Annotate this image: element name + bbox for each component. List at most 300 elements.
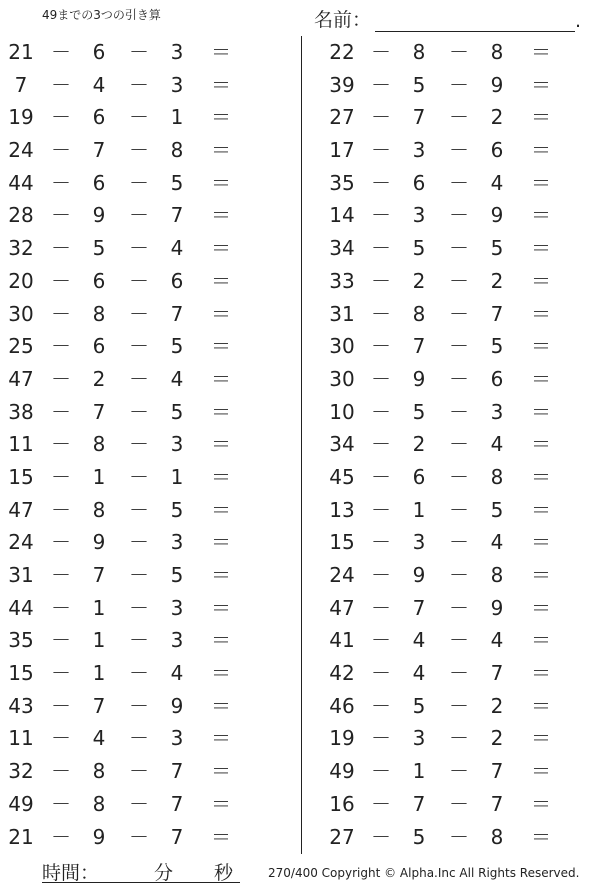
minus-sign: －	[129, 366, 149, 391]
minus-sign: －	[371, 40, 391, 64]
third-number: 8	[170, 138, 184, 163]
minus-sign: －	[51, 726, 71, 751]
equals-sign: ＝	[211, 138, 231, 163]
minus-sign: －	[371, 301, 391, 326]
problem-row	[0, 788, 280, 821]
minus-sign: －	[129, 824, 149, 849]
third-number: 8	[490, 40, 504, 64]
equals-sign: ＝	[531, 563, 551, 587]
equals-sign: ＝	[531, 595, 551, 620]
second-number: 6	[92, 40, 106, 64]
problem-row	[320, 494, 600, 527]
second-number: 7	[92, 138, 106, 163]
second-number: 6	[92, 334, 106, 359]
first-number: 11	[8, 432, 34, 457]
first-number: 35	[8, 628, 34, 653]
equals-sign: ＝	[211, 693, 231, 718]
first-number: 30	[329, 366, 355, 391]
minus-sign: －	[129, 661, 149, 686]
first-number: 32	[8, 759, 34, 784]
minus-sign: －	[449, 464, 469, 489]
third-number: 6	[170, 268, 184, 293]
time-label: 時間：	[42, 862, 100, 884]
minus-sign: －	[449, 40, 469, 64]
problem-row	[0, 526, 280, 559]
copyright-notice: 270/400 Copyright © Alpha.Inc All Rights Reserved.	[268, 866, 580, 880]
second-number: 7	[412, 595, 426, 620]
second-number: 1	[92, 464, 106, 489]
second-number: 6	[92, 105, 106, 130]
second-number: 3	[412, 138, 426, 163]
equals-sign: ＝	[211, 791, 231, 816]
problem-row	[320, 167, 600, 200]
equals-sign: ＝	[211, 170, 231, 195]
problem-row	[0, 755, 280, 788]
first-number: 21	[8, 40, 34, 64]
equals-sign: ＝	[211, 72, 231, 97]
first-number: 13	[329, 497, 355, 522]
first-number: 28	[8, 203, 34, 228]
minus-sign: －	[449, 170, 469, 195]
third-number: 3	[170, 530, 184, 555]
name-write-line[interactable]	[375, 11, 575, 32]
first-number: 14	[329, 203, 355, 228]
minus-sign: －	[129, 791, 149, 816]
minus-sign: －	[371, 824, 391, 849]
second-number: 7	[412, 791, 426, 816]
second-number: 2	[412, 432, 426, 457]
third-number: 5	[170, 170, 184, 195]
first-number: 47	[8, 366, 34, 391]
second-number: 8	[412, 301, 426, 326]
third-number: 5	[490, 236, 504, 261]
first-number: 15	[8, 661, 34, 686]
second-number: 4	[412, 661, 426, 686]
first-number: 43	[8, 693, 34, 718]
minus-sign: －	[51, 661, 71, 686]
second-number: 9	[92, 203, 106, 228]
second-number: 8	[92, 497, 106, 522]
first-number: 15	[329, 530, 355, 555]
problem-row	[0, 199, 280, 232]
first-number: 19	[329, 726, 355, 751]
first-number: 30	[329, 334, 355, 359]
minus-sign: －	[129, 693, 149, 718]
equals-sign: ＝	[211, 236, 231, 261]
minus-sign: －	[371, 236, 391, 261]
equals-sign: ＝	[211, 824, 231, 849]
problem-row	[320, 69, 600, 102]
third-number: 4	[490, 530, 504, 555]
second-number: 3	[412, 726, 426, 751]
problem-row	[0, 232, 280, 265]
minus-sign: －	[449, 530, 469, 555]
minus-sign: －	[51, 72, 71, 97]
third-number: 7	[170, 759, 184, 784]
minus-sign: －	[371, 726, 391, 751]
first-number: 27	[329, 105, 355, 130]
third-number: 7	[170, 824, 184, 849]
second-number: 9	[412, 563, 426, 587]
third-number: 7	[490, 791, 504, 816]
equals-sign: ＝	[531, 432, 551, 457]
problem-row	[320, 526, 600, 559]
first-number: 17	[329, 138, 355, 163]
equals-sign: ＝	[531, 334, 551, 359]
equals-sign: ＝	[211, 661, 231, 686]
third-number: 9	[170, 693, 184, 718]
equals-sign: ＝	[531, 693, 551, 718]
equals-sign: ＝	[211, 432, 231, 457]
first-number: 31	[329, 301, 355, 326]
minus-sign: －	[449, 203, 469, 228]
equals-sign: ＝	[531, 791, 551, 816]
minus-sign: －	[449, 105, 469, 130]
second-number: 6	[412, 464, 426, 489]
equals-sign: ＝	[211, 563, 231, 587]
third-number: 3	[170, 726, 184, 751]
name-label: 名前：	[314, 9, 372, 31]
equals-sign: ＝	[531, 726, 551, 751]
minus-sign: －	[449, 138, 469, 163]
equals-sign: ＝	[211, 464, 231, 489]
second-number: 5	[92, 236, 106, 261]
minus-sign: －	[371, 432, 391, 457]
equals-sign: ＝	[531, 72, 551, 97]
minus-sign: －	[129, 170, 149, 195]
problem-row	[320, 788, 600, 821]
minus-sign: －	[51, 693, 71, 718]
minus-sign: －	[371, 595, 391, 620]
equals-sign: ＝	[211, 40, 231, 64]
minus-sign: －	[449, 759, 469, 784]
right-problem-column	[320, 36, 600, 853]
third-number: 7	[170, 791, 184, 816]
problem-row	[320, 265, 600, 298]
equals-sign: ＝	[211, 399, 231, 424]
minus-sign: －	[371, 105, 391, 130]
problem-row	[0, 722, 280, 755]
second-number: 1	[92, 595, 106, 620]
equals-sign: ＝	[211, 628, 231, 653]
third-number: 4	[170, 236, 184, 261]
problem-row	[320, 624, 600, 657]
third-number: 4	[170, 366, 184, 391]
equals-sign: ＝	[531, 759, 551, 784]
third-number: 6	[490, 138, 504, 163]
time-record	[42, 858, 240, 883]
equals-sign: ＝	[211, 530, 231, 555]
second-number: 7	[92, 693, 106, 718]
minus-sign: －	[51, 268, 71, 293]
third-number: 2	[490, 268, 504, 293]
second-number: 7	[412, 105, 426, 130]
first-number: 34	[329, 432, 355, 457]
worksheet-title: 49までの3つの引き算	[42, 8, 161, 22]
minus-sign: －	[371, 563, 391, 587]
first-number: 39	[329, 72, 355, 97]
problem-row	[320, 428, 600, 461]
equals-sign: ＝	[211, 759, 231, 784]
second-number: 1	[92, 661, 106, 686]
problem-row	[320, 232, 600, 265]
minus-sign: －	[449, 268, 469, 293]
minus-sign: －	[371, 530, 391, 555]
equals-sign: ＝	[531, 236, 551, 261]
first-number: 30	[8, 301, 34, 326]
third-number: 4	[490, 628, 504, 653]
second-number: 1	[412, 497, 426, 522]
equals-sign: ＝	[531, 366, 551, 391]
minus-sign: －	[129, 236, 149, 261]
minus-sign: －	[129, 759, 149, 784]
second-number: 3	[412, 203, 426, 228]
equals-sign: ＝	[531, 628, 551, 653]
third-number: 5	[170, 334, 184, 359]
third-number: 2	[490, 105, 504, 130]
left-problem-column	[0, 36, 280, 853]
minus-sign: －	[51, 236, 71, 261]
minus-sign: －	[129, 268, 149, 293]
problem-row	[320, 36, 600, 69]
equals-sign: ＝	[531, 497, 551, 522]
second-number: 7	[412, 334, 426, 359]
first-number: 10	[329, 399, 355, 424]
problem-row	[0, 559, 280, 592]
second-number: 9	[92, 824, 106, 849]
third-number: 2	[490, 693, 504, 718]
problem-row	[0, 657, 280, 690]
minus-sign: －	[371, 203, 391, 228]
minus-sign: －	[129, 72, 149, 97]
minus-sign: －	[51, 824, 71, 849]
minus-sign: －	[449, 824, 469, 849]
minus-sign: －	[51, 432, 71, 457]
minus-sign: －	[449, 399, 469, 424]
seconds-label: 秒	[214, 862, 234, 884]
column-divider	[301, 36, 302, 854]
problem-row	[320, 821, 600, 854]
minus-sign: －	[371, 366, 391, 391]
minus-sign: －	[51, 791, 71, 816]
minus-sign: －	[129, 138, 149, 163]
third-number: 7	[490, 661, 504, 686]
minus-sign: －	[449, 432, 469, 457]
third-number: 3	[170, 432, 184, 457]
first-number: 19	[8, 105, 34, 130]
equals-sign: ＝	[531, 661, 551, 686]
problem-row	[0, 69, 280, 102]
minus-sign: －	[51, 366, 71, 391]
third-number: 5	[170, 563, 184, 587]
minus-sign: －	[129, 203, 149, 228]
minus-sign: －	[449, 595, 469, 620]
minus-sign: －	[51, 530, 71, 555]
equals-sign: ＝	[211, 726, 231, 751]
second-number: 5	[412, 399, 426, 424]
first-number: 44	[8, 170, 34, 195]
third-number: 7	[490, 759, 504, 784]
second-number: 5	[412, 693, 426, 718]
equals-sign: ＝	[531, 40, 551, 64]
third-number: 3	[170, 628, 184, 653]
minus-sign: －	[449, 628, 469, 653]
equals-sign: ＝	[211, 366, 231, 391]
first-number: 25	[8, 334, 34, 359]
problem-row	[0, 298, 280, 331]
problem-row	[0, 363, 280, 396]
second-number: 7	[92, 563, 106, 587]
minus-sign: －	[449, 791, 469, 816]
equals-sign: ＝	[211, 595, 231, 620]
minus-sign: －	[51, 563, 71, 587]
first-number: 44	[8, 595, 34, 620]
minus-sign: －	[371, 170, 391, 195]
third-number: 4	[490, 432, 504, 457]
problem-row	[0, 167, 280, 200]
third-number: 8	[490, 464, 504, 489]
second-number: 8	[92, 301, 106, 326]
minus-sign: －	[371, 334, 391, 359]
second-number: 3	[412, 530, 426, 555]
minus-sign: －	[51, 40, 71, 64]
equals-sign: ＝	[531, 138, 551, 163]
third-number: 9	[490, 203, 504, 228]
second-number: 5	[412, 236, 426, 261]
minus-sign: －	[449, 497, 469, 522]
third-number: 8	[490, 563, 504, 587]
problem-row	[0, 265, 280, 298]
minus-sign: －	[449, 726, 469, 751]
problem-row	[320, 559, 600, 592]
equals-sign: ＝	[531, 203, 551, 228]
equals-sign: ＝	[531, 268, 551, 293]
second-number: 1	[92, 628, 106, 653]
third-number: 1	[170, 464, 184, 489]
problem-row	[0, 134, 280, 167]
minus-sign: －	[51, 497, 71, 522]
equals-sign: ＝	[211, 203, 231, 228]
first-number: 22	[329, 40, 355, 64]
problem-row	[320, 690, 600, 723]
equals-sign: ＝	[531, 824, 551, 849]
minus-sign: －	[51, 203, 71, 228]
minus-sign: －	[371, 138, 391, 163]
minus-sign: －	[129, 628, 149, 653]
first-number: 24	[8, 138, 34, 163]
minus-sign: －	[371, 693, 391, 718]
minus-sign: －	[51, 759, 71, 784]
first-number: 42	[329, 661, 355, 686]
second-number: 2	[92, 366, 106, 391]
third-number: 7	[170, 203, 184, 228]
problem-row	[0, 396, 280, 429]
minus-sign: －	[129, 726, 149, 751]
third-number: 4	[490, 170, 504, 195]
first-number: 24	[329, 563, 355, 587]
first-number: 16	[329, 791, 355, 816]
third-number: 5	[170, 497, 184, 522]
second-number: 6	[92, 268, 106, 293]
problem-row	[0, 690, 280, 723]
minus-sign: －	[371, 72, 391, 97]
first-number: 7	[14, 72, 28, 97]
minus-sign: －	[129, 563, 149, 587]
second-number: 6	[412, 170, 426, 195]
equals-sign: ＝	[531, 170, 551, 195]
second-number: 8	[92, 791, 106, 816]
minus-sign: －	[51, 399, 71, 424]
minus-sign: －	[449, 301, 469, 326]
minus-sign: －	[129, 105, 149, 130]
third-number: 6	[490, 366, 504, 391]
first-number: 24	[8, 530, 34, 555]
first-number: 35	[329, 170, 355, 195]
third-number: 8	[490, 824, 504, 849]
minus-sign: －	[51, 334, 71, 359]
minus-sign: －	[449, 563, 469, 587]
equals-sign: ＝	[211, 334, 231, 359]
minus-sign: －	[129, 301, 149, 326]
second-number: 1	[412, 759, 426, 784]
minus-sign: －	[51, 105, 71, 130]
equals-sign: ＝	[531, 399, 551, 424]
minus-sign: －	[371, 628, 391, 653]
first-number: 20	[8, 268, 34, 293]
first-number: 31	[8, 563, 34, 587]
second-number: 7	[92, 399, 106, 424]
minus-sign: －	[51, 595, 71, 620]
minus-sign: －	[371, 497, 391, 522]
minus-sign: －	[371, 791, 391, 816]
problem-row	[0, 821, 280, 854]
second-number: 4	[412, 628, 426, 653]
problem-row	[0, 36, 280, 69]
third-number: 3	[170, 595, 184, 620]
third-number: 5	[490, 334, 504, 359]
third-number: 5	[170, 399, 184, 424]
minus-sign: －	[449, 661, 469, 686]
second-number: 8	[92, 759, 106, 784]
minus-sign: －	[449, 334, 469, 359]
minus-sign: －	[51, 170, 71, 195]
problem-row	[0, 592, 280, 625]
first-number: 41	[329, 628, 355, 653]
problem-row	[320, 722, 600, 755]
minus-sign: －	[129, 530, 149, 555]
minus-sign: －	[371, 464, 391, 489]
equals-sign: ＝	[211, 301, 231, 326]
third-number: 9	[490, 72, 504, 97]
minus-sign: －	[129, 334, 149, 359]
first-number: 47	[8, 497, 34, 522]
first-number: 15	[8, 464, 34, 489]
third-number: 3	[490, 399, 504, 424]
problem-row	[320, 363, 600, 396]
problem-row	[320, 755, 600, 788]
problem-row	[320, 101, 600, 134]
third-number: 3	[170, 40, 184, 64]
first-number: 34	[329, 236, 355, 261]
minus-sign: －	[371, 399, 391, 424]
problem-row	[0, 101, 280, 134]
minus-sign: －	[129, 464, 149, 489]
minus-sign: －	[129, 40, 149, 64]
minus-sign: －	[371, 759, 391, 784]
minus-sign: －	[129, 432, 149, 457]
minus-sign: －	[449, 366, 469, 391]
minus-sign: －	[449, 72, 469, 97]
